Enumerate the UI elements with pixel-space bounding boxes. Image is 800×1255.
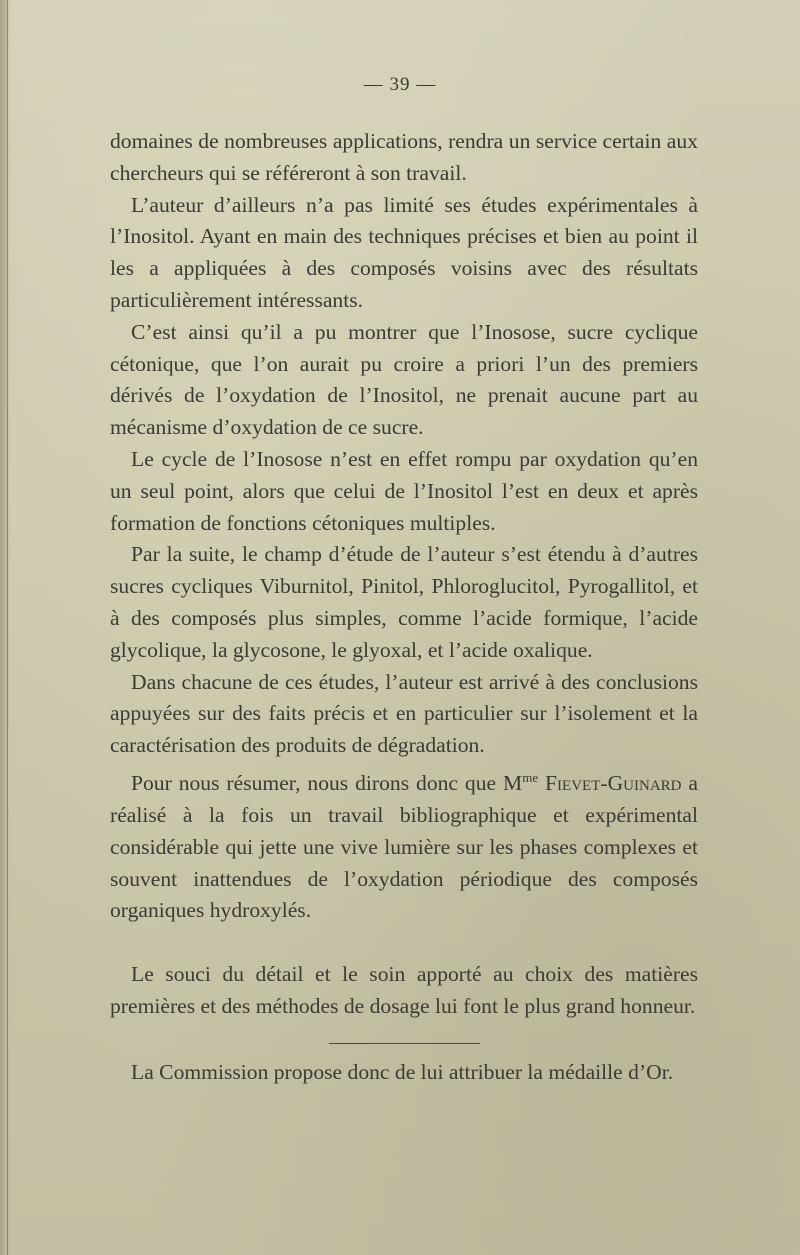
paragraph-spacer bbox=[110, 927, 698, 959]
section-end-rule bbox=[329, 1043, 480, 1044]
paragraph-2: L’auteur d’ailleurs n’a pas limité ses études expérimentales à l’Inositol. Ayant en main des techniques précises et bien au point il les a appliquées à des composés voisins avec des résultats particulièrement intéressants. bbox=[110, 192, 698, 312]
body-text bbox=[110, 126, 698, 1089]
paragraph-3: C’est ainsi qu’il a pu montrer que l’Inosose, sucre cyclique cétonique, que l’on aurait pu croire a priori l’un des premiers dérivés de l’oxydation de l’Inositol, ne prenait aucune part au mécanisme d’oxydation de ce sucre. bbox=[110, 319, 698, 440]
summary-text-end: a réalisé à la fois un travail bibliographique et expérimental considérable qui jette une vive lumière sur les phases complexes et souvent inattendues de l’oxydation périodique des composés organiques hydroxylés. bbox=[110, 771, 699, 923]
page-number: — 39 — bbox=[363, 74, 437, 95]
summary-paragraph bbox=[110, 762, 698, 927]
page-edge-line bbox=[7, 0, 8, 1255]
paragraph-5: Par la suite, le champ d’étude de l’auteur s’est étendu à d’autres sucres cycliques Viburnitol, Pinitol, Phloroglucitol, Pyrogallitol, et à des composés plus simples, comme l’acide formique, l’acide glycolique, la glycosone, le glyoxal, et l’acide oxalique. bbox=[110, 542, 698, 662]
paragraph-1: domaines de nombreuses applications, rendra un service certain aux chercheurs qui se référeront à son travail. bbox=[110, 129, 698, 185]
page-binding-edge bbox=[0, 0, 10, 1255]
author-name: Fievet-Guinard bbox=[545, 771, 682, 796]
paragraph-4: Le cycle de l’Inosose n’est en effet rompu par oxydation qu’en un seul point, alors que celui de l’Inositol l’est en deux et après formation de fonctions cétoniques multiples. bbox=[110, 446, 698, 535]
paragraph-6: Dans chacune de ces études, l’auteur est arrivé à des conclusions appuyées sur des faits précis et en particulier sur l’isolement et la caractérisation des produits de dégradation. bbox=[110, 669, 698, 758]
paragraph-spacer bbox=[110, 1023, 698, 1057]
closing-paragraph-1: Le souci du détail et le soin apporté au choix des matières premières et des méthodes de dosage lui font le plus grand honneur. bbox=[110, 962, 698, 1018]
title-superscript: me bbox=[522, 769, 539, 785]
summary-text-start: Pour nous résumer, nous dirons donc que M bbox=[131, 771, 523, 796]
closing-paragraph-2: La Commission propose donc de lui attribuer la médaille d’Or. bbox=[131, 1059, 674, 1084]
